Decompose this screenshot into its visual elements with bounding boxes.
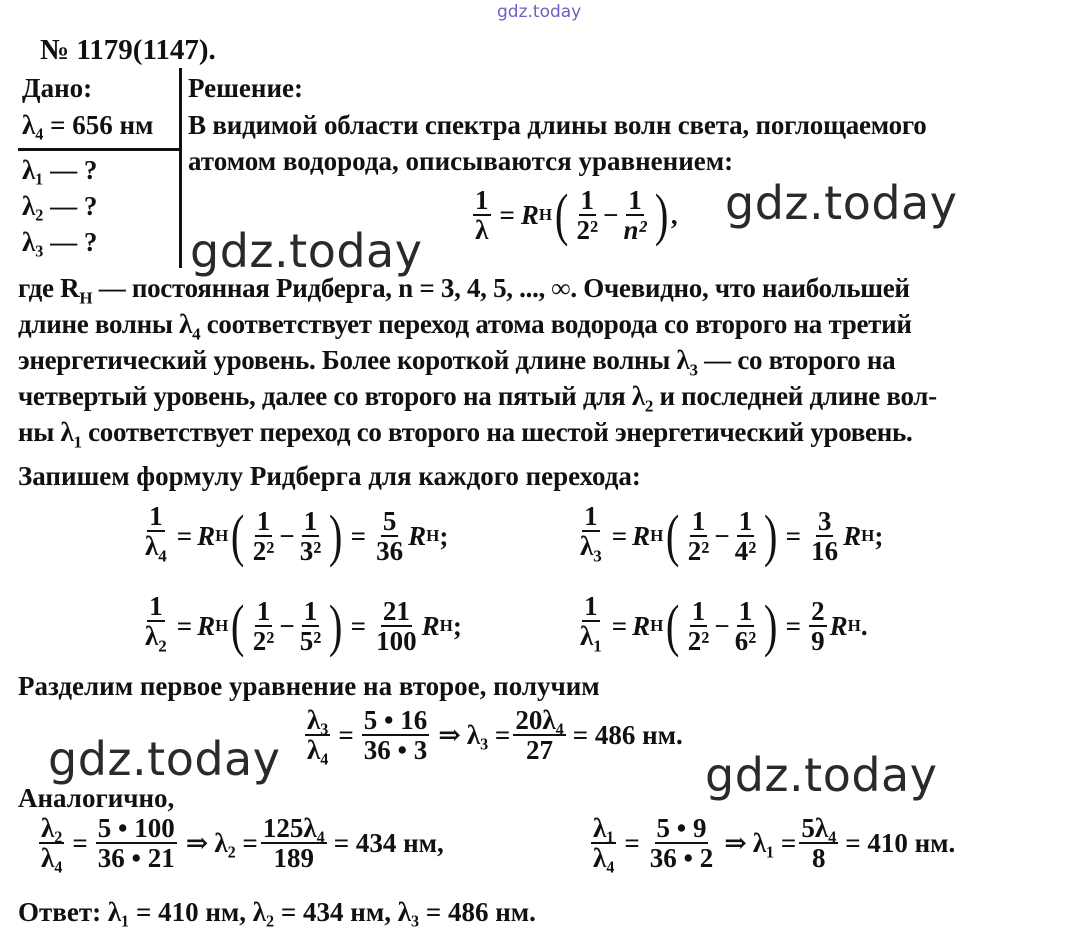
unknown-lambda1: λ₁ — ? — [22, 155, 98, 185]
eq-one: 1 — [475, 185, 489, 215]
problem-title: № 1179(1147). — [40, 34, 216, 66]
eq-R: R — [520, 199, 539, 230]
intro-line-1: В видимой области спектра длины волн света, поглощаемого — [188, 110, 927, 140]
watermark-4: gdz.today — [705, 748, 938, 802]
watermark-2: gdz.today — [190, 224, 423, 278]
eq-row2-left: $\frac{1}{\lambda_2}$ = R H ( 1 2² − 1 5² ) = $\frac{21}{100}$ R H ; — [145, 591, 462, 659]
eq-n-sq: n² — [623, 215, 647, 245]
para-line-1: где $R_H$ — постоянная Ридберга, n = 3, 4, 5, ..., ∞. Очевидно, что наибольшей — [18, 273, 910, 308]
eq-lambda2: $\frac{\text{λ₂}}{\text{λ₄}}$ = $\frac{5 • 100}{36 • 21}$ ⇒ λ₂ = $\frac{\text{125λ₄}}{189}$ = 434 нм, — [41, 813, 444, 873]
eq-two-sq: 2² — [576, 215, 599, 245]
watermark-1: gdz.today — [725, 176, 958, 230]
eq-minus: − — [603, 199, 619, 230]
unknown-lambda3: λ₃ — ? — [22, 227, 98, 257]
top-watermark: gdz.today — [497, 2, 582, 22]
solution-label: Решение: — [188, 73, 303, 103]
unknown-lambda2: λ₂ — ? — [22, 191, 98, 221]
para-line-4: четвертый уровень, далее со второго на пятый для $\lambda_2$ и последней длине вол- — [18, 381, 937, 416]
rydberg-intro: Запишем формулу Ридберга для каждого перехода: — [18, 461, 641, 491]
eq-comma: , — [670, 199, 678, 230]
para-line-5: ны $\lambda_1$ соответствует переход со второго на шестой энергетический уровень. — [18, 417, 913, 452]
eq-lambda3: $\frac{\text{λ₃}}{\text{λ₄}}$ = $\frac{5 • 16}{36 • 3}$ ⇒ λ₃ = $\frac{\text{20λ₄}}{27}$ = 486 нм. — [307, 705, 683, 765]
divide-text: Разделим первое уравнение на второе, получим — [18, 671, 600, 701]
similarly-text: Аналогично, — [18, 783, 175, 813]
given-separator — [179, 68, 182, 268]
para-line-2: длине волны $\lambda_4$ соответствует переход атома водорода со второго на третий — [18, 309, 912, 344]
eq-row1-right: $\frac{1}{\lambda_3}$ = R H ( 1 2² − 1 4² ) = $\frac{3}{16}$ R H ; — [580, 501, 884, 569]
rydberg-main-equation: $\frac{1}{\lambda}$ = R H ( 1 2² − $\frac{1}{\text{n²}}$ ) , — [475, 182, 678, 247]
eq-lambda1: $\frac{\text{λ₁}}{\text{λ₄}}$ = $\frac{5 • 9}{36 • 2}$ ⇒ λ₁ = $\frac{\text{5λ₄}}{8}$ = 410 нм. — [593, 813, 956, 873]
intro-line-2: атомом водорода, описываются уравнением: — [188, 146, 734, 176]
given-value: λ₄ = 656 нм — [22, 110, 154, 140]
given-label: Дано: — [22, 73, 93, 103]
para-line-3: энергетический уровень. Более короткой длине волны $\lambda_3$ — со второго на — [18, 345, 896, 380]
given-divider — [18, 148, 182, 151]
eq-R-sub: H — [538, 205, 553, 224]
eq-lambda: λ — [475, 215, 489, 245]
eq-equals: = — [499, 199, 515, 230]
watermark-3: gdz.today — [48, 732, 281, 786]
eq-row1-left: $\frac{1}{\lambda_4}$ = R H ( 1 2² − 1 3² ) = $\frac{5}{36}$ R H ; — [145, 501, 449, 569]
answer: Ответ: λ₁ = 410 нм, λ₂ = 434 нм, λ₃ = 486 нм. — [18, 897, 536, 927]
eq-row2-right: $\frac{1}{\lambda_1}$ = R H ( 1 2² − 1 6² ) = $\frac{2}{9}$ R H . — [580, 591, 868, 659]
